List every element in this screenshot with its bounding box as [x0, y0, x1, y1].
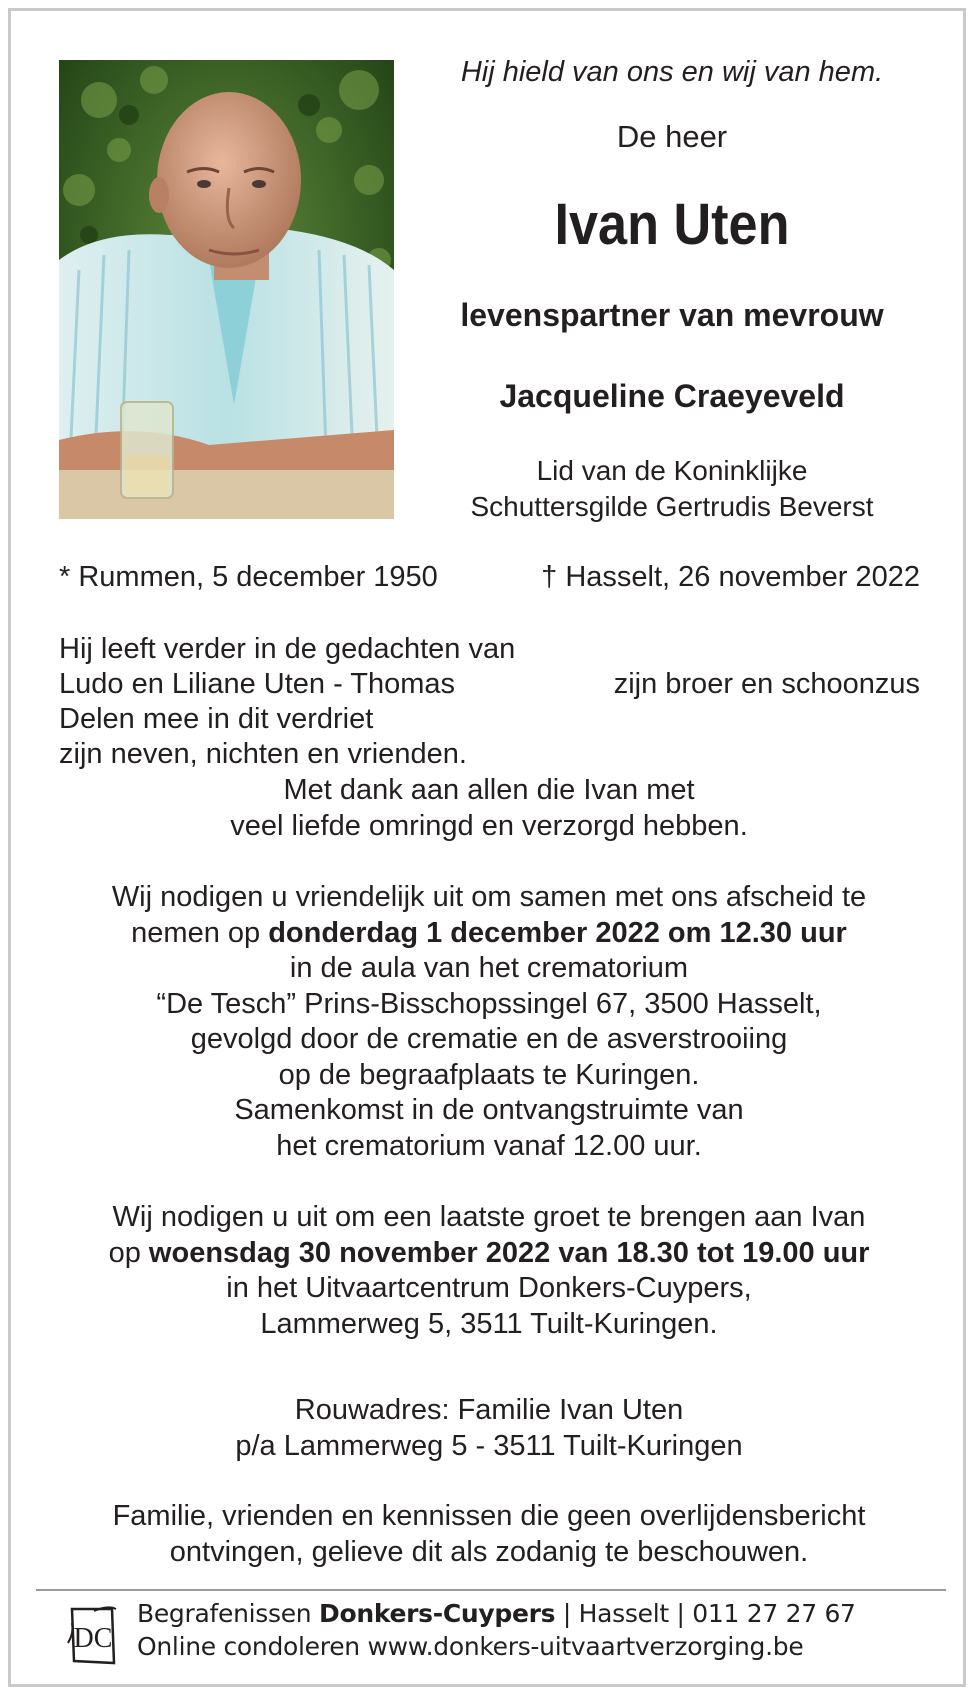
footer-line1 [137, 1597, 856, 1630]
ceremony-paragraph [30, 880, 948, 1164]
quote: Hij hield van ons en wij van hem. [460, 56, 884, 88]
company-logo [64, 1603, 120, 1669]
ceremony-line: Samenkomst in de ontvangstruimte van [234, 1094, 744, 1126]
ceremony-line: in de aula van het crematorium [289, 952, 689, 984]
visitation-text: op [108, 1236, 149, 1269]
mourners-list [59, 632, 920, 772]
salutation: De heer [616, 119, 728, 154]
visitation-datetime: woensdag 30 november 2022 van 18.30 tot 19.00 uur [148, 1236, 870, 1269]
notice-paragraph [30, 1499, 948, 1570]
footer-divider [36, 1589, 946, 1591]
visitation-line: Lammerweg 5, 3511 Tuilt-Kuringen. [260, 1307, 718, 1340]
footer-contact: | Hasselt | 011 27 27 67 [555, 1599, 856, 1628]
mourner-names: Ludo en Liliane Uten - Thomas [59, 668, 456, 700]
mourners-line [59, 702, 920, 737]
ceremony-line: het crematorium vanaf 12.00 uur. [276, 1129, 702, 1162]
ceremony-text: nemen op [131, 916, 269, 949]
thanks-paragraph [30, 773, 948, 844]
mourners-line [59, 737, 920, 772]
visitation-paragraph [30, 1200, 948, 1342]
membership [420, 453, 924, 525]
notice-line: Familie, vrienden en kennissen die geen overlijdensbericht [112, 1500, 866, 1532]
mourners-text: Hij leeft verder in de gedachten van [59, 633, 516, 665]
footer-text: Begrafenissen [137, 1599, 319, 1628]
ceremony-datetime: donderdag 1 december 2022 om 12.30 uur [268, 916, 847, 949]
address-line: Rouwadres: Familie Ivan Uten [294, 1394, 684, 1426]
ceremony-line: op de begraafplaats te Kuringen. [278, 1058, 700, 1091]
ceremony-line: Wij nodigen u vriendelijk uit om samen met ons afscheid te [111, 881, 867, 913]
thanks-line: veel liefde omringd en verzorgd hebben. [230, 809, 748, 842]
mourners-line [59, 667, 920, 702]
mourners-text: zijn neven, nichten en vrienden. [59, 738, 467, 770]
deceased-name: Ivan Uten [554, 192, 790, 257]
mourners-text: Delen mee in dit verdriet [59, 703, 374, 735]
death-date: † Hasselt, 26 november 2022 [541, 561, 920, 593]
mourners-line [59, 632, 920, 667]
ceremony-line [30, 916, 948, 952]
footer-website: Online condoleren www.donkers-uitvaartverzorging.be [137, 1632, 804, 1661]
visitation-line [30, 1236, 948, 1272]
membership-line: Lid van de Koninklijke [536, 455, 808, 486]
visitation-line: Wij nodigen u uit om een laatste groet te brengen aan Ivan [112, 1201, 866, 1233]
partner-name: Jacqueline Craeyeveld [499, 378, 845, 414]
visitation-line: in het Uitvaartcentrum Donkers-Cuypers, [226, 1272, 752, 1304]
address-line: p/a Lammerweg 5 - 3511 Tuilt-Kuringen [235, 1429, 743, 1462]
thanks-line: Met dank aan allen die Ivan met [283, 774, 695, 806]
funeral-home-footer [137, 1597, 856, 1663]
birth-date: * Rummen, 5 december 1950 [59, 561, 438, 593]
logo-letters: DC [73, 1623, 113, 1654]
mourner-relation: zijn broer en schoonzus [613, 668, 920, 700]
mourning-address [30, 1393, 948, 1464]
portrait-photo [59, 60, 394, 519]
ceremony-line: “De Tesch” Prins-Bisschopssingel 67, 3500 Hasselt, [156, 987, 822, 1020]
partner-line: levenspartner van mevrouw [460, 297, 884, 333]
membership-line: Schuttersgilde Gertrudis Beverst [470, 491, 874, 522]
company-name: Donkers-Cuypers [319, 1599, 556, 1628]
notice-line: ontvingen, gelieve dit als zodanig te beschouwen. [169, 1535, 809, 1568]
ceremony-line: gevolgd door de crematie en de asverstrooiing [190, 1023, 788, 1055]
